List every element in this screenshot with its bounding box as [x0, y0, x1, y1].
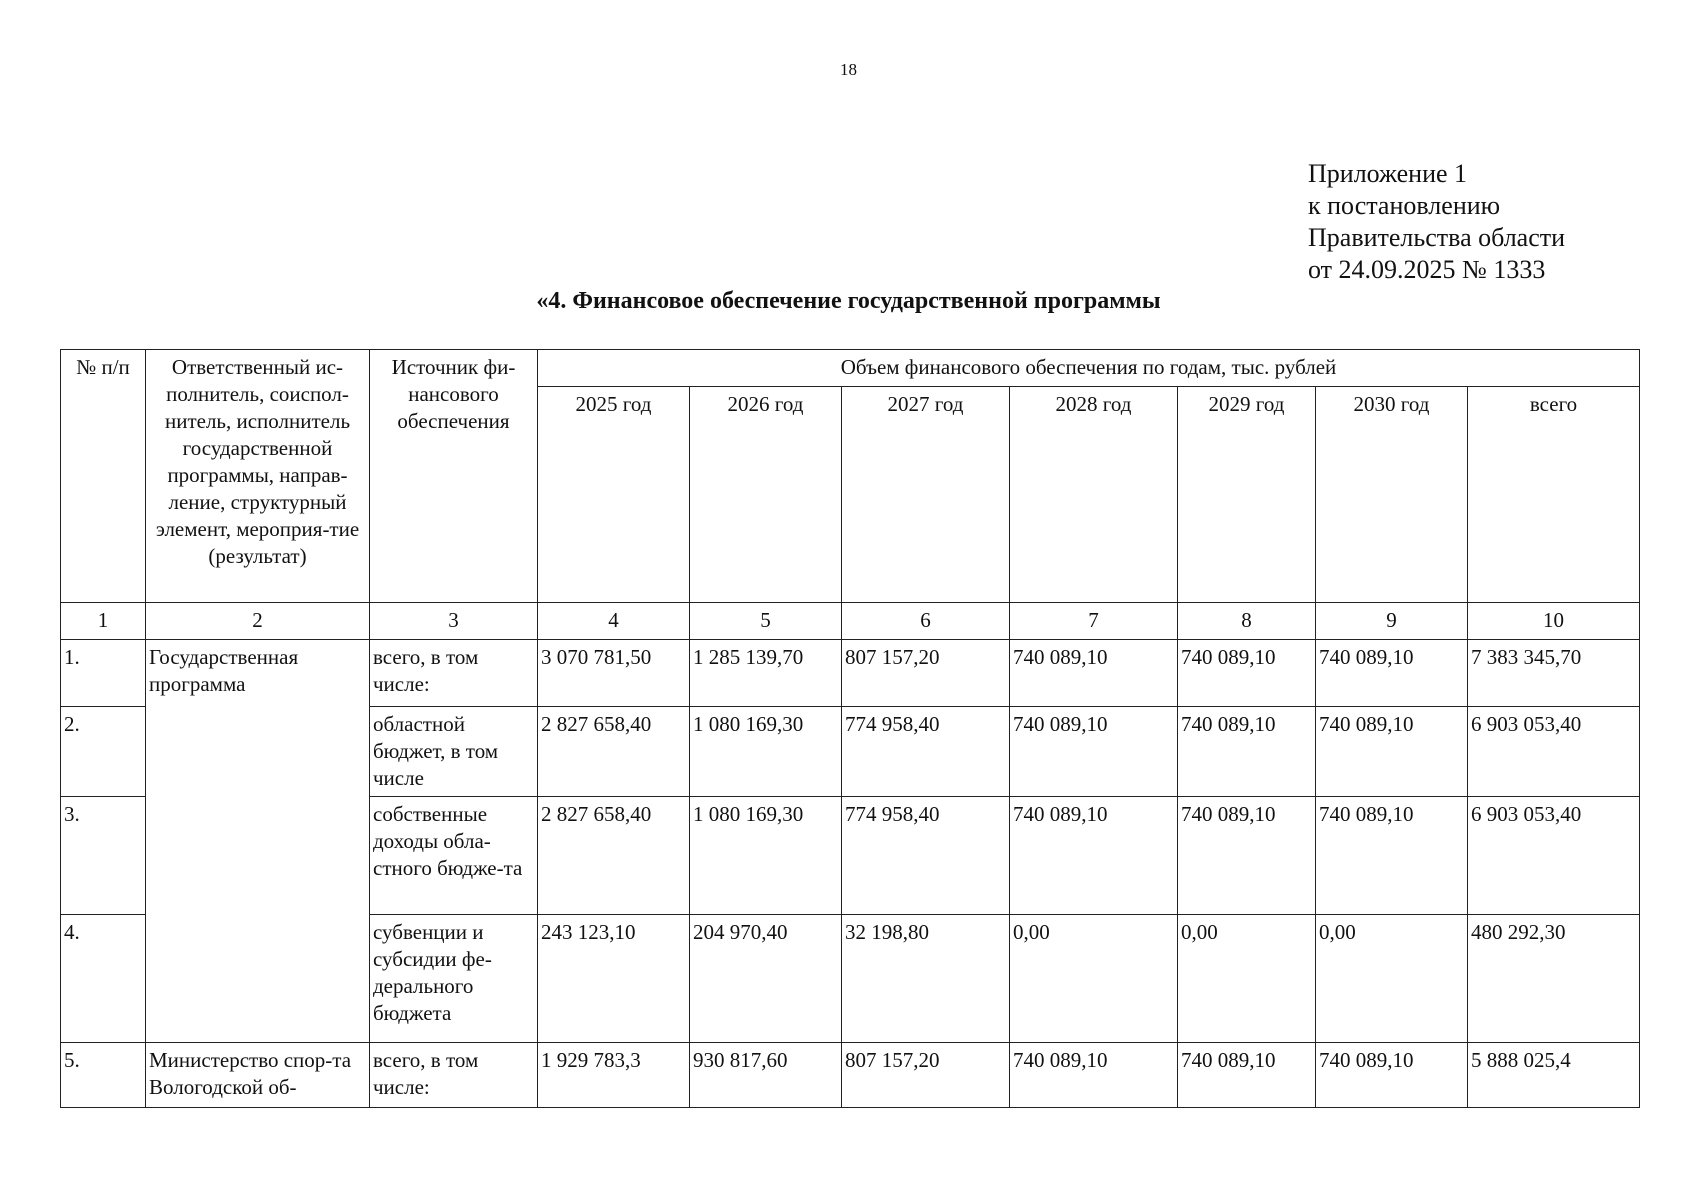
appendix-line: Правительства области: [1308, 223, 1566, 252]
value-cell: 740 089,10: [1316, 707, 1468, 797]
table-row: [61, 1043, 1640, 1108]
value-cell: 807 157,20: [842, 640, 1010, 707]
document-title: «4. Финансовое обеспечение государственной программы: [536, 288, 1161, 314]
value-cell: 740 089,10: [1316, 797, 1468, 915]
value-cell: 740 089,10: [1178, 1043, 1316, 1108]
value-cell: 807 157,20: [842, 1043, 1010, 1108]
row-num: 3.: [61, 797, 146, 915]
value-cell: 243 123,10: [538, 915, 690, 1043]
column-numbers-row: [61, 603, 1640, 640]
financing-table: [60, 349, 1640, 1108]
column-number: 1: [61, 603, 146, 640]
column-number: 7: [1010, 603, 1178, 640]
value-cell: 740 089,10: [1010, 1043, 1178, 1108]
header-source: Источник фи-нансового обеспечения: [370, 350, 538, 603]
value-cell: 740 089,10: [1178, 707, 1316, 797]
value-cell: 740 089,10: [1178, 797, 1316, 915]
header-year: 2025 год: [538, 387, 690, 603]
header-executor: Ответственный ис-полнитель, соиспол-нитель, исполнитель государственной программы, направ-ление, структурный элемент, мероприя-тие (результат): [146, 350, 370, 603]
value-cell: 0,00: [1316, 915, 1468, 1043]
value-cell: 32 198,80: [842, 915, 1010, 1043]
row-executor: Министерство спор-та Вологодской об-: [146, 1043, 370, 1108]
value-cell: 740 089,10: [1178, 640, 1316, 707]
header-year: 2028 год: [1010, 387, 1178, 603]
value-cell: 740 089,10: [1010, 797, 1178, 915]
value-cell: 480 292,30: [1468, 915, 1640, 1043]
row-num: 5.: [61, 1043, 146, 1108]
header-volume: Объем финансового обеспечения по годам, тыс. рублей: [538, 350, 1640, 387]
appendix-line: к постановлению: [1308, 191, 1501, 220]
value-cell: 740 089,10: [1010, 707, 1178, 797]
column-number: 8: [1178, 603, 1316, 640]
value-cell: 1 285 139,70: [690, 640, 842, 707]
row-num: 1.: [61, 640, 146, 707]
row-source: субвенции и субсидии фе-дерального бюджета: [370, 915, 538, 1043]
value-cell: 2 827 658,40: [538, 707, 690, 797]
header-year: 2027 год: [842, 387, 1010, 603]
value-cell: 204 970,40: [690, 915, 842, 1043]
appendix-line: Приложение 1: [1308, 159, 1468, 188]
header-year: 2029 год: [1178, 387, 1316, 603]
column-number: 5: [690, 603, 842, 640]
table-row: [61, 640, 1640, 707]
value-cell: 5 888 025,4: [1468, 1043, 1640, 1108]
column-number: 10: [1468, 603, 1640, 640]
column-number: 3: [370, 603, 538, 640]
value-cell: 1 080 169,30: [690, 707, 842, 797]
value-cell: 7 383 345,70: [1468, 640, 1640, 707]
value-cell: 1 929 783,3: [538, 1043, 690, 1108]
appendix-block: [1308, 158, 1565, 286]
header-year: 2026 год: [690, 387, 842, 603]
column-number: 2: [146, 603, 370, 640]
header-year: 2030 год: [1316, 387, 1468, 603]
value-cell: 930 817,60: [690, 1043, 842, 1108]
row-num: 2.: [61, 707, 146, 797]
row-executor: Государственная программа: [146, 640, 370, 1043]
column-number: 4: [538, 603, 690, 640]
value-cell: 6 903 053,40: [1468, 797, 1640, 915]
row-num: 4.: [61, 915, 146, 1043]
value-cell: 1 080 169,30: [690, 797, 842, 915]
value-cell: 740 089,10: [1316, 640, 1468, 707]
value-cell: 740 089,10: [1316, 1043, 1468, 1108]
row-source: всего, в том числе:: [370, 1043, 538, 1108]
value-cell: 6 903 053,40: [1468, 707, 1640, 797]
value-cell: 774 958,40: [842, 797, 1010, 915]
header-total: всего: [1468, 387, 1640, 603]
row-source: собственные доходы обла-стного бюдже-та: [370, 797, 538, 915]
value-cell: 0,00: [1010, 915, 1178, 1043]
row-source: всего, в том числе:: [370, 640, 538, 707]
value-cell: 2 827 658,40: [538, 797, 690, 915]
header-num: № п/п: [61, 350, 146, 603]
column-number: 6: [842, 603, 1010, 640]
column-number: 9: [1316, 603, 1468, 640]
value-cell: 0,00: [1178, 915, 1316, 1043]
appendix-line: от 24.09.2025 № 1333: [1308, 255, 1546, 284]
value-cell: 774 958,40: [842, 707, 1010, 797]
value-cell: 3 070 781,50: [538, 640, 690, 707]
row-source: областной бюджет, в том числе: [370, 707, 538, 797]
value-cell: 740 089,10: [1010, 640, 1178, 707]
page-number: 18: [840, 60, 857, 79]
